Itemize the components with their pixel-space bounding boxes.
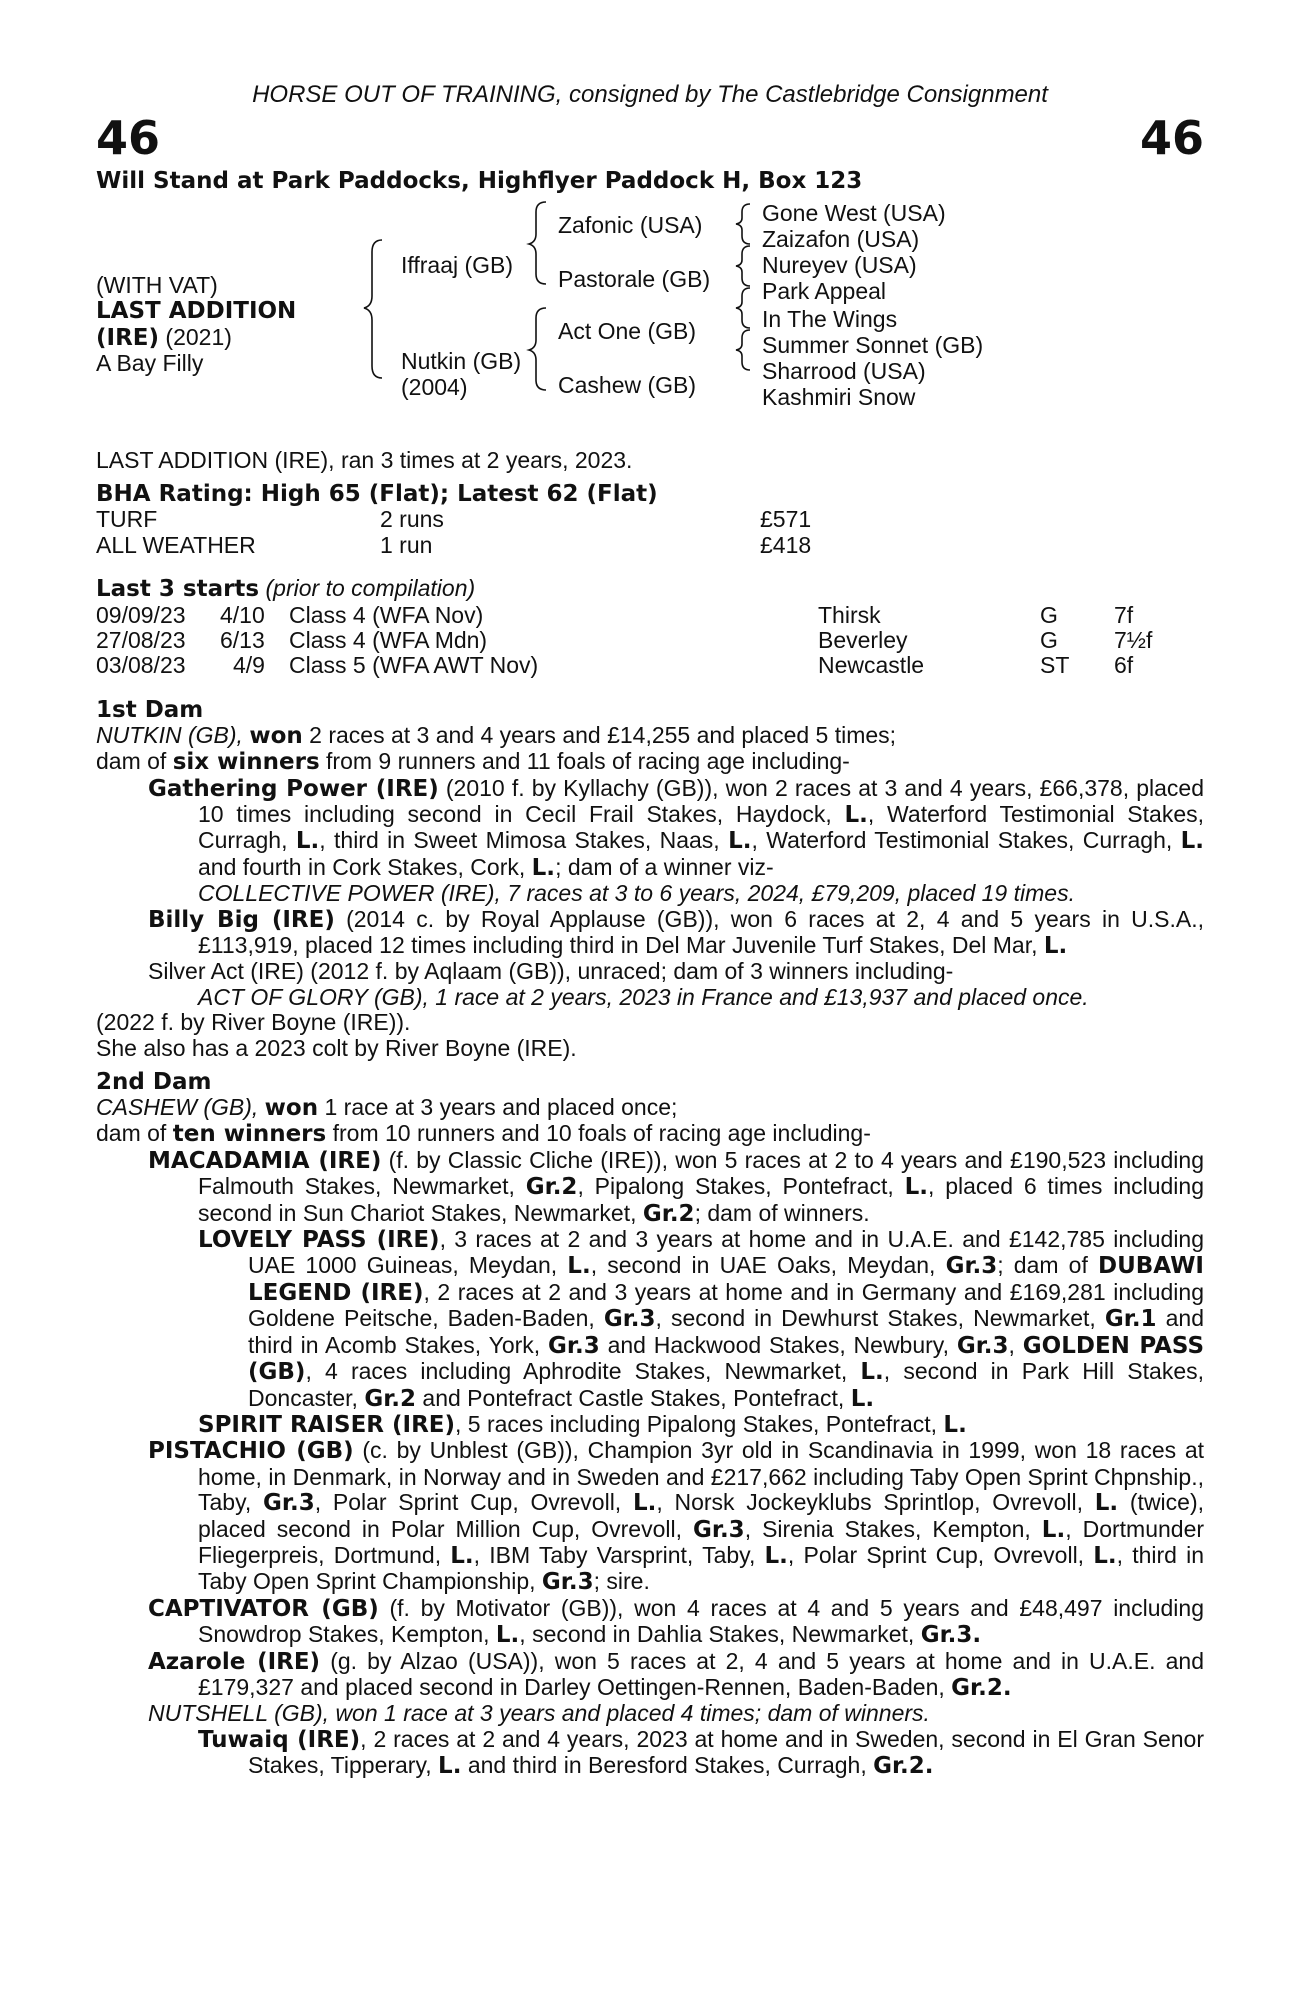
pedigree-g4-3: Nureyev (USA)	[762, 252, 917, 278]
start-course: Newcastle	[818, 652, 925, 679]
produce-summary: from 9 runners and 11 foals of racing age including-	[326, 748, 850, 775]
start-race: Class 5 (WFA AWT Nov)	[289, 652, 539, 679]
grand-produce-collective-power: COLLECTIVE POWER (IRE), 7 races at 3 to 6 years, 2024, £79,209, placed 19 times.	[198, 880, 1075, 907]
start-row	[96, 628, 1204, 653]
produce-text: , Waterford Testimonial Stakes, Curragh,	[751, 827, 1173, 854]
produce-text: and third in Beresford Stakes, Curragh,	[467, 1752, 867, 1779]
produce-name: DUBAWI LEGEND (IRE)	[248, 1253, 1204, 1306]
group-label: Gr.3	[693, 1516, 745, 1543]
pedigree-sire-dam: Pastorale (GB)	[558, 266, 711, 292]
bha-rating: BHA Rating: High 65 (Flat); Latest 62 (Flat)	[96, 481, 658, 508]
produce-text: , placed 6 times including second in Sun Chariot Stakes, Newmarket,	[198, 1173, 1204, 1226]
produce-text: and third in Acomb Stakes, York,	[248, 1305, 1204, 1358]
group-label: Gr.3	[603, 1306, 656, 1333]
produce-text: ; dam of a winner viz-	[555, 853, 774, 880]
bracket-g3-1	[736, 204, 750, 244]
start-course: Thirsk	[818, 601, 881, 628]
horse-suffix: (IRE)	[96, 325, 160, 351]
race-summary: LAST ADDITION (IRE), ran 3 times at 2 years, 2023.	[96, 447, 633, 473]
start-going: G	[1040, 626, 1058, 653]
group-label: Gr.2.	[951, 1674, 1012, 1701]
produce-text: , second in UAE Oaks, Meydan,	[590, 1252, 936, 1279]
second-dam-heading: 2nd Dam	[96, 1069, 212, 1096]
listed-label: L.	[764, 1542, 788, 1569]
start-position: 4/9	[233, 652, 265, 679]
produce-entry-billy-big	[96, 907, 1204, 960]
pedigree-sire: Iffraaj (GB)	[401, 252, 514, 278]
group-label: Gr.3	[945, 1253, 998, 1280]
listed-label: L.	[850, 1385, 875, 1412]
produce-name: Azarole (IRE)	[148, 1648, 321, 1675]
bracket-g3-4	[736, 330, 750, 370]
lot-number-right: 46	[1139, 111, 1204, 165]
bracket-col1	[364, 240, 382, 378]
pedigree-dam-dam: Cashew (GB)	[558, 372, 697, 398]
listed-label: L.	[531, 854, 556, 881]
produce-text: , Waterford Testimonial Stakes, Curragh,	[198, 800, 1204, 854]
horse-suffix-year	[96, 324, 232, 351]
produce-name: Billy Big (IRE)	[148, 906, 335, 933]
rating-block	[96, 481, 1204, 558]
start-distance: 7f	[1114, 601, 1134, 628]
produce-text: (f. by Motivator (GB)), won 4 races at 4 and 5 years and £48,497 including Snowdrop Stakes, Kempton,	[198, 1594, 1204, 1648]
pedigree-g4-4: Park Appeal	[762, 278, 887, 304]
pedigree-dam-sire: Act One (GB)	[558, 318, 697, 344]
grand-produce-lovely-pass: LOVELY PASS (IRE), 3 races at 2 and 3 years at home and in U.A.E. and £142,785 including UAE 1000 Guineas, Meydan, L., second in UAE Oaks, Meydan, Gr.3; dam of DUBAWI LEGEND (IRE), 2 races at 2 and 3 years at home and in Germany and £169,281 including Goldene Peitsche, Baden-Baden, Gr.3, second in Dewhurst Stakes, Newmarket, Gr.1 and third in Acomb Stakes, York, Gr.3 and Hackwood Stakes, Newbury, Gr.3, GOLDEN PASS (GB), 4 races including Aphrodite Stakes, Newmarket, L., second in Park Hill Stakes, Doncaster, Gr.2 and Pontefract Castle Stakes, Pontefract, L.	[198, 1226, 1205, 1412]
produce-entry-gathering-power	[96, 776, 1204, 882]
produce-text: and Pontefract Castle Stakes, Pontefract,	[422, 1384, 845, 1411]
produce-text: , 4 races including Aphrodite Stakes, Newmarket,	[305, 1358, 848, 1385]
start-position: 6/13	[220, 626, 265, 653]
pedigree-table	[96, 196, 1204, 426]
produce-2022: (2022 f. by River Boyne (IRE)).	[96, 1009, 411, 1036]
produce-entry-captivator	[96, 1596, 1204, 1649]
produce-text: , 5 races including Pipalong Stakes, Pontefract,	[455, 1410, 938, 1437]
dam-name: CASHEW (GB),	[96, 1094, 259, 1121]
produce-text: (twice), placed second in Polar Million Cup, Ovrevoll,	[198, 1489, 1205, 1542]
pedigree-g4-7: Sharrood (USA)	[762, 358, 926, 384]
group-label: Gr.3	[548, 1332, 600, 1359]
rating-runs: 1 run	[380, 531, 433, 558]
produce-text: , IBM Taby Varsprint, Taby,	[473, 1541, 756, 1568]
group-label: Gr.2.	[873, 1753, 934, 1780]
produce-text: (f. by Classic Cliche (IRE)), won 5 races at 2 to 4 years and £190,523 including Falmouth Stakes, Newmarket,	[198, 1146, 1204, 1200]
produce-entry-macadamia	[96, 1148, 1204, 1227]
produce-text: (g. by Alzao (USA)), won 5 races at 2, 4 and 5 years at home and in U.A.E. and £179,327 and placed second in Darley Oettingen-Rennen, Baden-Baden,	[198, 1647, 1204, 1700]
first-dam-heading: 1st Dam	[96, 696, 204, 723]
grand-produce-tuwaiq	[96, 1727, 1204, 1780]
dam-of-label: dam of	[96, 748, 167, 775]
produce-name: LOVELY PASS (IRE)	[198, 1227, 440, 1254]
last-starts-title-note: (prior to compilation)	[265, 575, 476, 602]
last-starts-block	[96, 576, 1204, 679]
group-label: Gr.2	[525, 1174, 578, 1201]
listed-label: L.	[728, 828, 752, 855]
start-race: Class 4 (WFA Mdn)	[289, 626, 488, 653]
produce-name: SPIRIT RAISER (IRE)	[198, 1411, 456, 1438]
produce-2023-colt: She also has a 2023 colt by River Boyne (IRE).	[96, 1034, 577, 1061]
produce-text: ; dam of winners.	[694, 1199, 870, 1226]
produce-name: GOLDEN PASS (GB)	[248, 1332, 1205, 1386]
pedigree-dam-year: (2004)	[401, 374, 468, 400]
produce-text: , 3 races at 2 and 3 years at home and in U.A.E. and £142,785 including UAE 1000 Guineas, Meydan,	[248, 1226, 1205, 1279]
lot-number-row	[96, 112, 1204, 164]
listed-label: L.	[1093, 1542, 1117, 1569]
dam-name: NUTKIN (GB),	[96, 721, 243, 748]
group-label: Gr.3	[541, 1569, 594, 1596]
produce-text: (c. by Unblest (GB)), Champion 3yr old in Scandinavia in 1999, won 18 races at home, in Denmark, in Norway and in Sweden and £217,662 including Taby Open Sprint Chpnship., Taby,	[198, 1437, 1204, 1516]
start-date: 09/09/23	[96, 601, 186, 628]
produce-text: ; sire.	[593, 1568, 650, 1595]
first-dam-section	[96, 697, 1204, 1061]
pedigree-sire-sire: Zafonic (USA)	[558, 212, 703, 238]
produce-entry-pistachio	[96, 1438, 1204, 1595]
lot-number-left: 46	[96, 111, 161, 165]
horse-vat: (WITH VAT)	[96, 272, 218, 298]
group-label: Gr.3.	[920, 1622, 982, 1649]
grand-produce-act-of-glory: ACT OF GLORY (GB), 1 race at 2 years, 2023 in France and £13,937 and placed once.	[198, 983, 1089, 1010]
produce-text: , Polar Sprint Cup, Ovrevoll,	[314, 1489, 622, 1516]
produce-text: , second in Dewhurst Stakes, Newmarket,	[655, 1305, 1096, 1332]
produce-text: and Hackwood Stakes, Newbury,	[607, 1331, 949, 1358]
produce-text: , Norsk Jockeyklubs Sprintlop, Ovrevoll,	[656, 1489, 1083, 1516]
rating-prize: £571	[760, 506, 812, 533]
start-distance: 6f	[1114, 652, 1134, 679]
start-going: G	[1040, 601, 1058, 628]
start-row	[96, 653, 1204, 678]
won-label: won	[249, 722, 303, 749]
listed-label: L.	[943, 1411, 967, 1438]
listed-label: L.	[1180, 828, 1205, 855]
listed-label: L.	[632, 1490, 657, 1517]
listed-label: L.	[295, 828, 320, 855]
produce-text: , Dortmunder Fliegerpreis, Dortmund,	[198, 1515, 1205, 1568]
stabling-location: Will Stand at Park Paddocks, Highflyer Paddock H, Box 123	[96, 168, 863, 194]
group-label: Gr.2	[364, 1385, 417, 1412]
rating-runs: 2 runs	[380, 506, 444, 533]
produce-entry-nutshell: NUTSHELL (GB), won 1 race at 3 years and placed 4 times; dam of winners.	[148, 1700, 930, 1727]
group-label: Gr.3	[956, 1332, 1009, 1359]
pedigree-g4-5: In The Wings	[762, 306, 898, 332]
horse-name: LAST ADDITION	[96, 298, 297, 324]
dam-record: 2 races at 3 and 4 years and £14,255 and placed 5 times;	[309, 721, 897, 748]
rating-row-turf	[96, 507, 1204, 532]
produce-entry-azarole	[96, 1649, 1204, 1702]
listed-label: L.	[904, 1174, 928, 1201]
produce-text: , Pipalong Stakes, Pontefract,	[577, 1173, 894, 1200]
produce-text: , second in Park Hill Stakes, Doncaster,	[248, 1358, 1205, 1411]
produce-text: , third in Taby Open Sprint Championship,	[198, 1541, 1205, 1595]
group-label: Gr.1	[1104, 1306, 1157, 1333]
grand-produce-spirit-raiser	[96, 1412, 1204, 1438]
produce-name: Gathering Power (IRE)	[148, 775, 439, 802]
catalogue-page	[96, 80, 1204, 1780]
produce-name: CAPTIVATOR (GB)	[148, 1595, 379, 1622]
start-date: 27/08/23	[96, 626, 186, 653]
produce-text: ; dam of	[997, 1252, 1088, 1279]
pedigree-g4-8: Kashmiri Snow	[762, 384, 916, 410]
winners-count: six winners	[172, 749, 320, 776]
produce-name: MACADAMIA (IRE)	[148, 1147, 382, 1174]
horse-description: A Bay Filly	[96, 350, 204, 376]
pedigree-dam: Nutkin (GB)	[401, 348, 522, 374]
listed-label: L.	[1043, 933, 1068, 960]
start-race: Class 4 (WFA Nov)	[289, 601, 484, 628]
pedigree-g4-6: Summer Sonnet (GB)	[762, 332, 984, 358]
rating-surface: ALL WEATHER	[96, 531, 256, 558]
pedigree-g4-1: Gone West (USA)	[762, 200, 946, 226]
horse-year: (2021)	[165, 324, 232, 350]
bracket-dam	[529, 308, 546, 390]
winners-count: ten winners	[172, 1121, 327, 1148]
start-going: ST	[1040, 652, 1070, 679]
rating-row-aw	[96, 533, 1204, 558]
listed-label: L.	[438, 1753, 462, 1780]
bracket-g3-3	[736, 288, 750, 328]
produce-text: , second in Dahlia Stakes, Newmarket,	[519, 1621, 915, 1648]
produce-text: (2010 f. by Kyllachy (GB)), won 2 races at 3 and 4 years, £66,378, placed 10 times including second in Cecil Frail Stakes, Haydock,	[198, 774, 1205, 827]
produce-entry-silver-act: Silver Act (IRE) (2012 f. by Aqlaam (GB)), unraced; dam of 3 winners including-	[148, 958, 954, 985]
dam-of-label: dam of	[96, 1120, 167, 1147]
consignor-header: HORSE OUT OF TRAINING, consigned by The Castlebridge Consignment	[252, 81, 1048, 108]
rating-surface: TURF	[96, 506, 158, 533]
listed-label: L.	[495, 1622, 520, 1649]
listed-label: L.	[1041, 1516, 1066, 1543]
pedigree-g4-2: Zaizafon (USA)	[762, 226, 920, 252]
produce-text: , third in Sweet Mimosa Stakes, Naas,	[319, 827, 720, 854]
listed-label: L.	[860, 1359, 884, 1386]
produce-text: , 2 races at 2 and 4 years, 2023 at home and in Sweden, second in El Gran Senor Stakes, Tipperary,	[248, 1725, 1204, 1779]
produce-text: , Sirenia Stakes, Kempton,	[744, 1515, 1031, 1542]
produce-text: (2014 c. by Royal Applause (GB)), won 6 races at 2, 4 and 5 years in U.S.A., £113,919, placed 12 times including third in Del Mar Juvenile Turf Stakes, Del Mar,	[198, 905, 1204, 959]
produce-summary: from 10 runners and 10 foals of racing age including-	[332, 1120, 871, 1147]
start-distance: 7½f	[1114, 626, 1153, 653]
start-date: 03/08/23	[96, 652, 186, 679]
won-label: won	[264, 1095, 319, 1122]
last-starts-title-bold: Last 3 starts	[96, 576, 260, 603]
listed-label: L.	[450, 1542, 474, 1569]
produce-name: PISTACHIO (GB)	[148, 1438, 354, 1465]
produce-text: and fourth in Cork Stakes, Cork,	[198, 853, 526, 880]
start-row	[96, 603, 1204, 628]
start-position: 4/10	[220, 601, 265, 628]
group-label: Gr.3	[263, 1490, 315, 1517]
bracket-g3-2	[736, 246, 750, 286]
listed-label: L.	[844, 801, 868, 828]
last-starts-title	[96, 576, 1204, 602]
produce-text: , Polar Sprint Cup, Ovrevoll,	[787, 1541, 1085, 1568]
produce-text: , 2 races at 2 and 3 years at home and in Germany and £169,281 including Goldene Peitsche, Baden-Baden,	[248, 1278, 1205, 1332]
dam-record: 1 race at 3 years and placed once;	[324, 1094, 678, 1121]
bracket-sire	[529, 202, 546, 284]
listed-label: L.	[567, 1253, 591, 1280]
second-dam-section	[96, 1069, 1204, 1780]
rating-prize: £418	[760, 531, 812, 558]
start-course: Beverley	[818, 626, 908, 653]
group-label: Gr.2	[642, 1200, 695, 1227]
produce-name: Tuwaiq (IRE)	[198, 1726, 361, 1753]
listed-label: L.	[1094, 1490, 1119, 1517]
